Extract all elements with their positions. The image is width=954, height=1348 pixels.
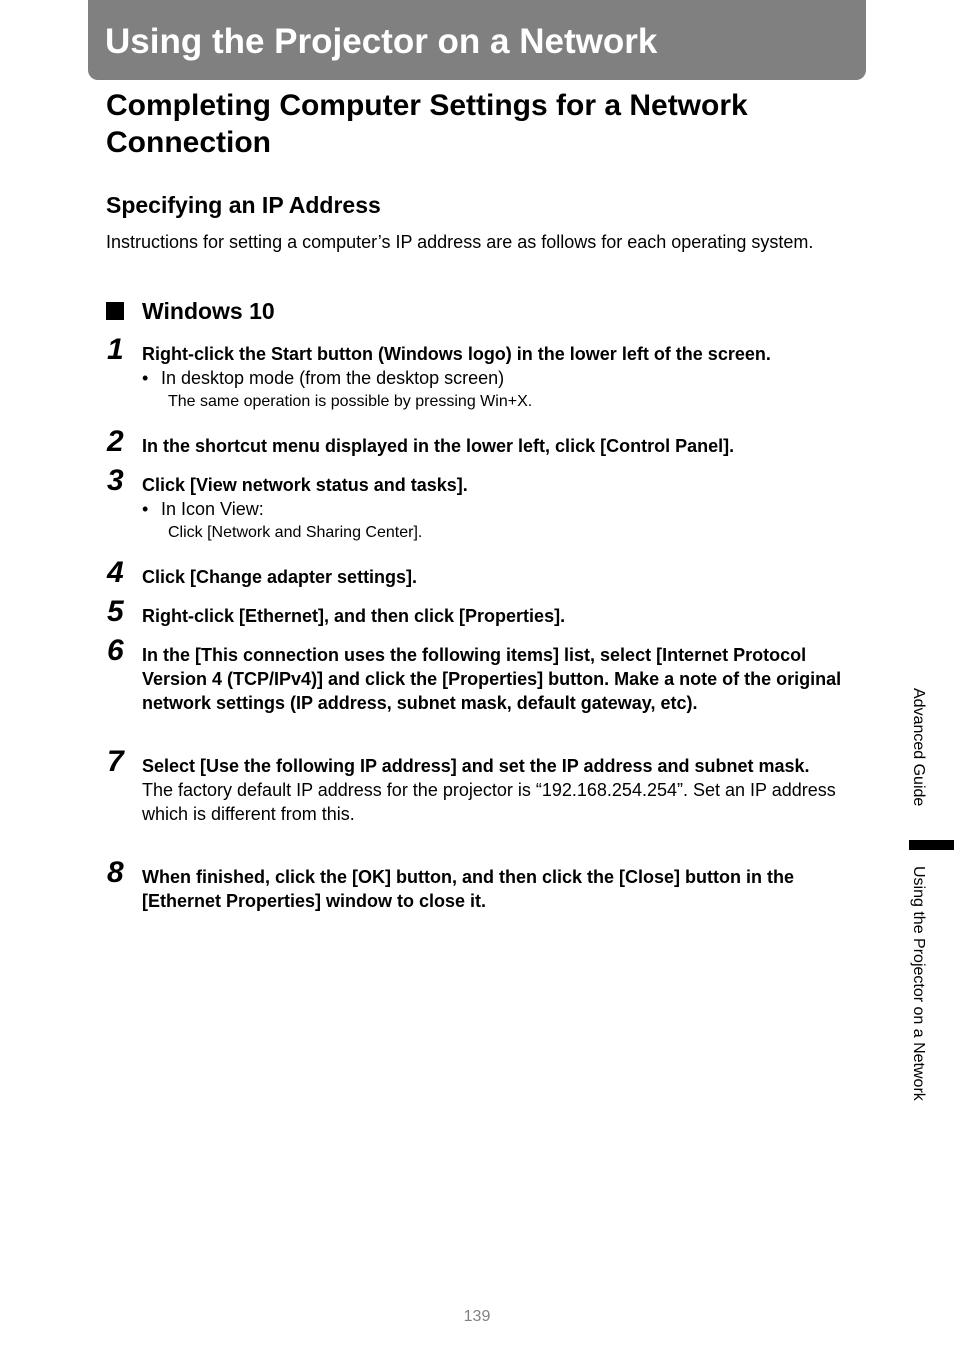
step-instruction: Select [Use the following IP address] and set the IP address and subnet mask. (142, 756, 810, 776)
square-bullet-icon (106, 302, 124, 320)
step-instruction: Right-click [Ethernet], and then click [Properties]. (142, 606, 566, 626)
step-number: 2 (107, 425, 124, 458)
step-instruction: Right-click the Start button (Windows logo) in the lower left of the screen. (142, 344, 771, 364)
bullet-text: In desktop mode (from the desktop screen) (161, 368, 505, 388)
step-number: 8 (107, 856, 124, 889)
bullet-icon: • (142, 499, 149, 519)
section-title: Specifying an IP Address (106, 192, 381, 218)
step-instruction: Click [View network status and tasks]. (142, 475, 468, 495)
bullet-icon: • (142, 368, 149, 388)
section-intro: Instructions for setting a computer’s IP address are as follows for each operating system. (106, 232, 814, 252)
page-heading: Completing Computer Settings for a Network Connection (106, 89, 748, 159)
step-instruction: Click [Change adapter settings]. (142, 567, 418, 587)
step-number: 7 (107, 745, 124, 778)
step-number: 6 (107, 634, 124, 667)
subsection-label: Windows 10 (142, 298, 275, 324)
step-detail: The factory default IP address for the projector is “192.168.254.254”. Set an IP address which is different from this. (142, 780, 836, 824)
step-bullet (142, 497, 854, 521)
step-instruction: In the shortcut menu displayed in the lower left, click [Control Panel]. (142, 436, 735, 456)
step-number: 1 (107, 333, 124, 366)
side-tab-marker (909, 840, 954, 850)
bullet-text: In Icon View: (161, 499, 264, 519)
step-instruction: In the [This connection uses the following items] list, select [Internet Protocol Version 4 (TCP/IPv4)] and click the [Properties] button. Make a note of the original network settings (IP address, subnet mask, default gateway, etc). (142, 645, 842, 713)
step-instruction: When finished, click the [OK] button, and then click the [Close] button in the [Ethernet Properties] window to close it. (142, 867, 794, 911)
chapter-banner (88, 0, 866, 80)
step-note: Click [Network and Sharing Center]. (168, 524, 423, 541)
side-tab-using-network[interactable]: Using the Projector on a Network (910, 866, 927, 1101)
step-number: 3 (107, 464, 124, 497)
step-note: The same operation is possible by pressing Win+X. (168, 393, 533, 410)
subsection-title (106, 297, 275, 325)
step-bullet (142, 366, 854, 390)
step-number: 4 (107, 556, 124, 589)
page-number: 139 (463, 1308, 491, 1325)
step-number: 5 (107, 595, 124, 628)
side-tab-advanced-guide[interactable]: Advanced Guide (910, 688, 927, 807)
chapter-title: Using the Projector on a Network (105, 22, 658, 61)
